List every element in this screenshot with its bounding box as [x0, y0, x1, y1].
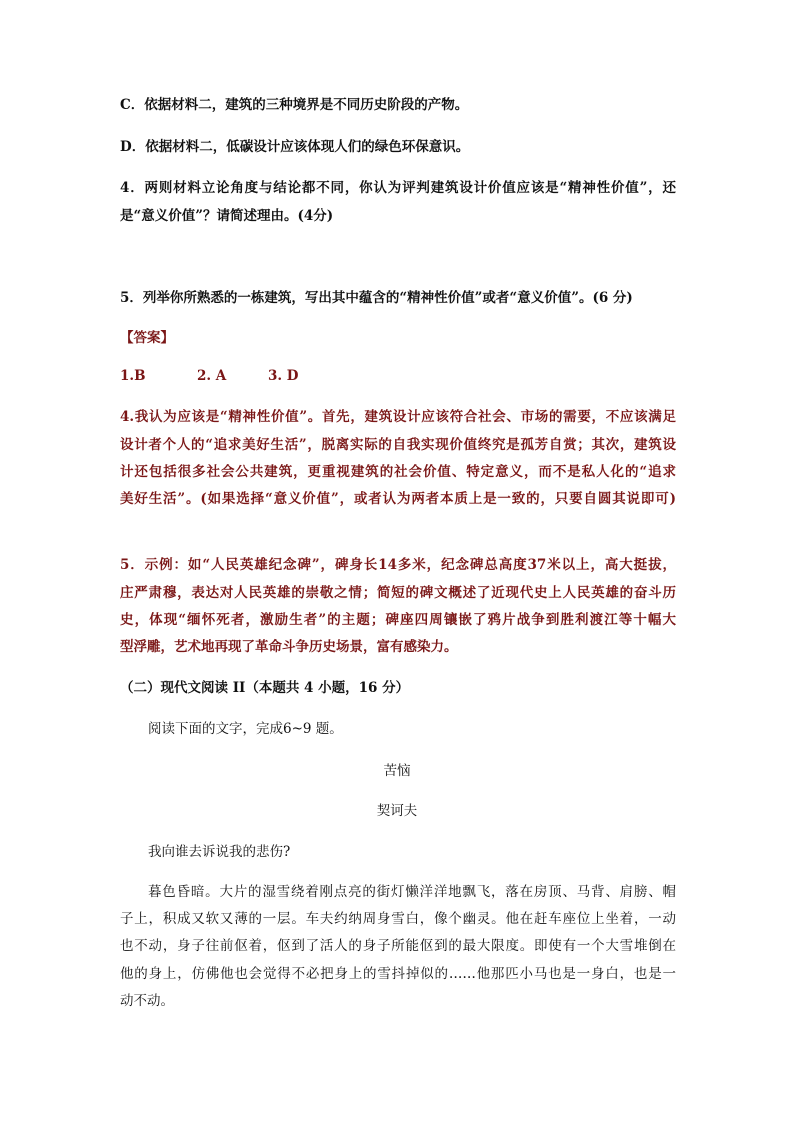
answer-5-line-1: 5．示例：如“人民英雄纪念碑”，碑身长14多米，纪念碑总高度37米以上，高大挺拔，: [120, 557, 676, 573]
question-4-line-1: 4．两则材料立论角度与结论都不同，你认为评判建筑设计价值应该是“精神性价值”，还: [120, 180, 676, 196]
question-4-line-2: 是“意义价值”？请简述理由。(4分): [120, 208, 334, 224]
paragraph-line-1: 暮色昏暗。大片的湿雪绕着刚点亮的街灯懒洋洋地飘飞，落在房顶、马背、肩膀、帽: [148, 884, 676, 900]
story-author: 契诃夫: [376, 803, 418, 819]
answer-5-line-4: 型浮雕，艺术地再现了革命斗争历史场景，富有感染力。: [120, 639, 458, 655]
question-5: 5．列举你所熟悉的一栋建筑，写出其中蕴含的“精神性价值”或者“意义价值”。(6 分): [120, 290, 633, 306]
answer-header: 【答案】: [120, 330, 174, 346]
answer-choice-2: 2. A: [197, 368, 227, 384]
reading-instruction: 阅读下面的文字，完成6~9 题。: [148, 721, 343, 737]
answer-4-line-3: 计还包括很多社会公共建筑，更重视建筑的社会价值、特定意义，而不是私人化的“追求: [120, 464, 676, 480]
paragraph-line-5: 动不动。: [120, 993, 174, 1009]
answer-5-line-3: 史，体现“缅怀死者，激励生者”的主题；碑座四周镶嵌了鸦片战争到胜利渡江等十幅大: [120, 612, 676, 628]
answer-4-line-1: 4.我认为应该是“精神性价值”。首先，建筑设计应该符合社会、市场的需要，不应该满足: [120, 409, 676, 425]
option-c: C．依据材料二，建筑的三种境界是不同历史阶段的产物。: [120, 97, 469, 113]
story-epigraph: 我向谁去诉说我的悲伤?: [148, 844, 291, 860]
section-heading: （二）现代文阅读 II（本题共 4 小题，16 分）: [120, 680, 410, 696]
paragraph-line-3: 也不动，身子往前伛着，伛到了活人的身子所能伛到的最大限度。即使有一个大雪堆倒在: [120, 938, 676, 954]
answer-choice-3: 3. D: [268, 368, 299, 384]
answer-5-line-2: 庄严肃穆，表达对人民英雄的崇敬之情；简短的碑文概述了近现代史上人民英雄的奋斗历: [120, 585, 676, 601]
paragraph-line-2: 子上，积成又软又薄的一层。车夫约纳周身雪白，像个幽灵。他在赶车座位上坐着，一动: [120, 911, 676, 927]
answer-choice-1: 1.B: [120, 368, 146, 384]
option-d: D．依据材料二，低碳设计应该体现人们的绿色环保意识。: [120, 139, 470, 155]
answer-4-line-2: 设计者个人的“追求美好生活”，脱离实际的自我实现价值终究是孤芳自赏；其次，建筑设: [120, 437, 676, 453]
answer-4-line-4: 美好生活”。(如果选择“意义价值”，或者认为两者本质上是一致的，只要自圆其说即可): [120, 491, 676, 507]
story-title: 苦恼: [383, 763, 411, 779]
paragraph-line-4: 他的身上，仿佛他也会觉得不必把身上的雪抖掉似的……他那匹小马也是一身白，也是一: [120, 966, 676, 982]
